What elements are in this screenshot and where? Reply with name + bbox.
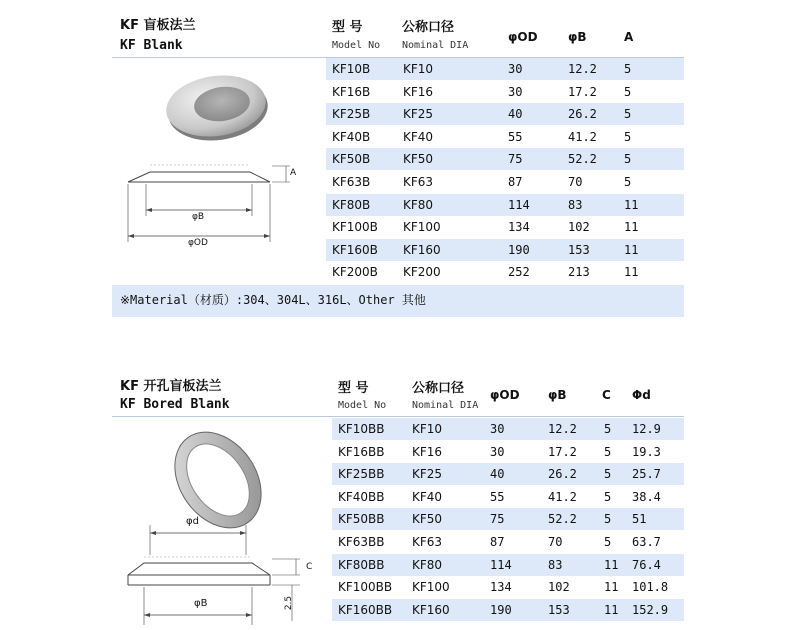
- bored-cell-model: KF100BB: [338, 580, 393, 595]
- bored-cell-c: 11: [604, 602, 619, 617]
- bored-cell-dia: KF40: [412, 489, 443, 504]
- bored-table-row: [332, 508, 684, 530]
- bored-cell-d: 38.4: [632, 489, 661, 504]
- blank-cell-a: 11: [624, 197, 639, 212]
- blank-cell-b: 102: [568, 220, 590, 235]
- bored-cell-d: 76.4: [632, 557, 661, 572]
- blank-header-model-cn: 型 号: [332, 20, 363, 35]
- blank-cell-b: 213: [568, 265, 590, 280]
- blank-cell-dia: KF160: [403, 242, 441, 257]
- bored-cell-c: 5: [604, 535, 612, 549]
- bored-header-c: C: [602, 388, 611, 402]
- bored-cell-b: 52.2: [548, 512, 577, 527]
- blank-cell-a: 11: [624, 242, 639, 257]
- blank-cell-b: 41.2: [568, 129, 597, 144]
- bored-cell-d: 51: [632, 512, 647, 527]
- blank-table-row: [326, 194, 684, 216]
- blank-header-model-en: Model No: [332, 40, 381, 51]
- bored-cell-dia: KF10: [412, 422, 443, 436]
- bored-dim-d-label: φd: [186, 516, 199, 527]
- blank-cell-model: KF63B: [332, 175, 371, 189]
- blank-table-row: [326, 103, 684, 125]
- bored-cell-od: 55: [490, 489, 505, 504]
- blank-cell-b: 26.2: [568, 107, 597, 122]
- blank-cell-dia: KF80: [403, 197, 434, 212]
- bored-header-d: Φd: [632, 388, 651, 402]
- blank-cell-od: 190: [508, 242, 530, 257]
- bored-cell-od: 30: [490, 444, 505, 459]
- blank-cell-a: 5: [624, 62, 632, 76]
- blank-dim-od-label: φOD: [188, 238, 208, 248]
- blank-cell-dia: KF25: [403, 107, 434, 122]
- bored-table-row: [332, 576, 684, 598]
- bored-table-row: [332, 486, 684, 508]
- blank-cell-model: KF40B: [332, 129, 371, 144]
- bored-cell-b: 70: [548, 535, 563, 549]
- bored-cell-model: KF40BB: [338, 489, 385, 504]
- blank-cell-od: 55: [508, 129, 523, 144]
- bored-cell-d: 25.7: [632, 467, 661, 482]
- bored-cell-c: 5: [604, 422, 612, 436]
- bored-header-dia-en: Nominal DIA: [412, 400, 479, 411]
- bored-cell-b: 26.2: [548, 467, 577, 482]
- blank-table-row: [326, 261, 684, 283]
- blank-cell-od: 30: [508, 62, 523, 76]
- bored-cell-d: 12.9: [632, 422, 661, 436]
- bored-cell-dia: KF160: [412, 602, 450, 617]
- bored-cell-b: 102: [548, 580, 570, 595]
- blank-cell-dia: KF10: [403, 62, 434, 76]
- blank-cell-dia: KF200: [403, 265, 441, 280]
- bored-dim-25-label: 2.5: [284, 595, 295, 611]
- blank-cell-a: 11: [624, 265, 639, 280]
- bored-cell-dia: KF16: [412, 444, 443, 459]
- blank-table-row: [326, 216, 684, 238]
- blank-cell-b: 83: [568, 197, 583, 212]
- bored-cell-od: 75: [490, 512, 505, 527]
- bored-cell-od: 87: [490, 535, 505, 549]
- bored-cell-od: 30: [490, 422, 505, 436]
- blank-cell-b: 70: [568, 175, 583, 189]
- bored-cell-c: 5: [604, 489, 612, 504]
- blank-flange-drawing: [110, 60, 310, 260]
- blank-table-row: [326, 81, 684, 103]
- blank-cell-dia: KF16: [403, 84, 434, 99]
- blank-cell-model: KF100B: [332, 220, 378, 235]
- blank-cell-a: 5: [624, 152, 632, 167]
- bored-cell-od: 190: [490, 602, 512, 617]
- bored-cell-model: KF10BB: [338, 422, 385, 436]
- bored-header-dia-cn: 公称口径: [412, 381, 465, 396]
- blank-cell-b: 12.2: [568, 62, 597, 76]
- bored-cell-d: 19.3: [632, 444, 661, 459]
- bored-cell-d: 101.8: [632, 580, 669, 595]
- blank-table-row: [326, 126, 684, 148]
- bored-table-row: [332, 599, 684, 621]
- bored-cell-dia: KF80: [412, 557, 443, 572]
- blank-cell-od: 30: [508, 84, 523, 99]
- blank-table-row: [326, 239, 684, 261]
- bored-cell-b: 41.2: [548, 489, 577, 504]
- blank-cell-dia: KF40: [403, 129, 434, 144]
- bored-cell-model: KF25BB: [338, 467, 385, 482]
- blank-cell-od: 114: [508, 197, 530, 212]
- blank-header-od: φOD: [508, 30, 538, 44]
- blank-cell-model: KF200B: [332, 265, 378, 280]
- blank-cell-b: 52.2: [568, 152, 597, 167]
- bored-cell-c: 11: [604, 580, 619, 595]
- bored-cell-d: 63.7: [632, 535, 661, 549]
- bored-dim-b-label: φB: [194, 598, 208, 609]
- bored-cell-d: 152.9: [632, 602, 669, 617]
- bored-table-row: [332, 531, 684, 553]
- blank-cell-model: KF16B: [332, 84, 371, 99]
- bored-cell-model: KF160BB: [338, 602, 393, 617]
- bored-cell-b: 153: [548, 602, 570, 617]
- bored-header-model-cn: 型 号: [338, 381, 369, 396]
- bored-table-row: [332, 441, 684, 463]
- blank-cell-dia: KF100: [403, 220, 441, 235]
- bored-cell-model: KF63BB: [338, 535, 385, 549]
- blank-cell-a: 5: [624, 84, 632, 99]
- blank-cell-dia: KF50: [403, 152, 434, 167]
- bored-cell-dia: KF63: [412, 535, 443, 549]
- blank-header-b: φB: [568, 30, 587, 44]
- blank-cell-b: 17.2: [568, 84, 597, 99]
- blank-table-row: [326, 58, 684, 80]
- blank-cell-model: KF50B: [332, 152, 371, 167]
- blank-cell-dia: KF63: [403, 175, 434, 189]
- blank-cell-a: 5: [624, 107, 632, 122]
- blank-cell-model: KF25B: [332, 107, 371, 122]
- bored-title-cn: KF 开孔盲板法兰: [120, 379, 222, 394]
- bored-cell-model: KF50BB: [338, 512, 385, 527]
- blank-cell-model: KF10B: [332, 62, 371, 76]
- bored-header-model-en: Model No: [338, 400, 387, 411]
- bored-cell-dia: KF50: [412, 512, 443, 527]
- bored-cell-dia: KF100: [412, 580, 450, 595]
- bored-cell-od: 40: [490, 467, 505, 482]
- blank-cell-b: 153: [568, 242, 590, 257]
- bored-title-underline: [112, 416, 684, 417]
- blank-title-cn: KF 盲板法兰: [120, 18, 196, 33]
- blank-cell-model: KF160B: [332, 242, 378, 257]
- bored-cell-model: KF16BB: [338, 444, 385, 459]
- bored-cell-od: 134: [490, 580, 512, 595]
- bored-cell-c: 5: [604, 467, 612, 482]
- blank-cell-od: 87: [508, 175, 523, 189]
- bored-cell-c: 5: [604, 512, 612, 527]
- bored-cell-od: 114: [490, 557, 512, 572]
- bored-table-row: [332, 418, 684, 440]
- blank-cell-a: 5: [624, 129, 632, 144]
- blank-material-note: ※Material（材质）:304、304L、316L、Other 其他: [120, 293, 426, 307]
- blank-cell-a: 11: [624, 220, 639, 235]
- blank-cell-od: 252: [508, 265, 530, 280]
- bored-cell-b: 12.2: [548, 422, 577, 436]
- bored-cell-b: 17.2: [548, 444, 577, 459]
- blank-table-row: [326, 148, 684, 170]
- blank-dim-b-label: φB: [192, 212, 205, 222]
- bored-header-od: φOD: [490, 388, 520, 402]
- blank-header-dia-en: Nominal DIA: [402, 40, 469, 51]
- blank-header-dia-cn: 公称口径: [402, 20, 455, 35]
- bored-title-en: KF Bored Blank: [120, 397, 230, 412]
- bored-cell-dia: KF25: [412, 467, 443, 482]
- blank-title-en: KF Blank: [120, 38, 183, 53]
- bored-cell-c: 5: [604, 444, 612, 459]
- bored-table-row: [332, 463, 684, 485]
- blank-table-row: [326, 171, 684, 193]
- bored-cell-model: KF80BB: [338, 557, 385, 572]
- blank-cell-model: KF80B: [332, 197, 371, 212]
- blank-dim-a-label: A: [290, 168, 297, 178]
- blank-cell-od: 40: [508, 107, 523, 122]
- bored-cell-c: 11: [604, 557, 619, 572]
- bored-table-row: [332, 554, 684, 576]
- bored-dim-c-label: C: [306, 562, 313, 572]
- bored-cell-b: 83: [548, 557, 563, 572]
- blank-header-a: A: [624, 30, 634, 44]
- blank-cell-od: 75: [508, 152, 523, 167]
- blank-cell-a: 5: [624, 175, 632, 189]
- bored-header-b: φB: [548, 388, 567, 402]
- blank-cell-od: 134: [508, 220, 530, 235]
